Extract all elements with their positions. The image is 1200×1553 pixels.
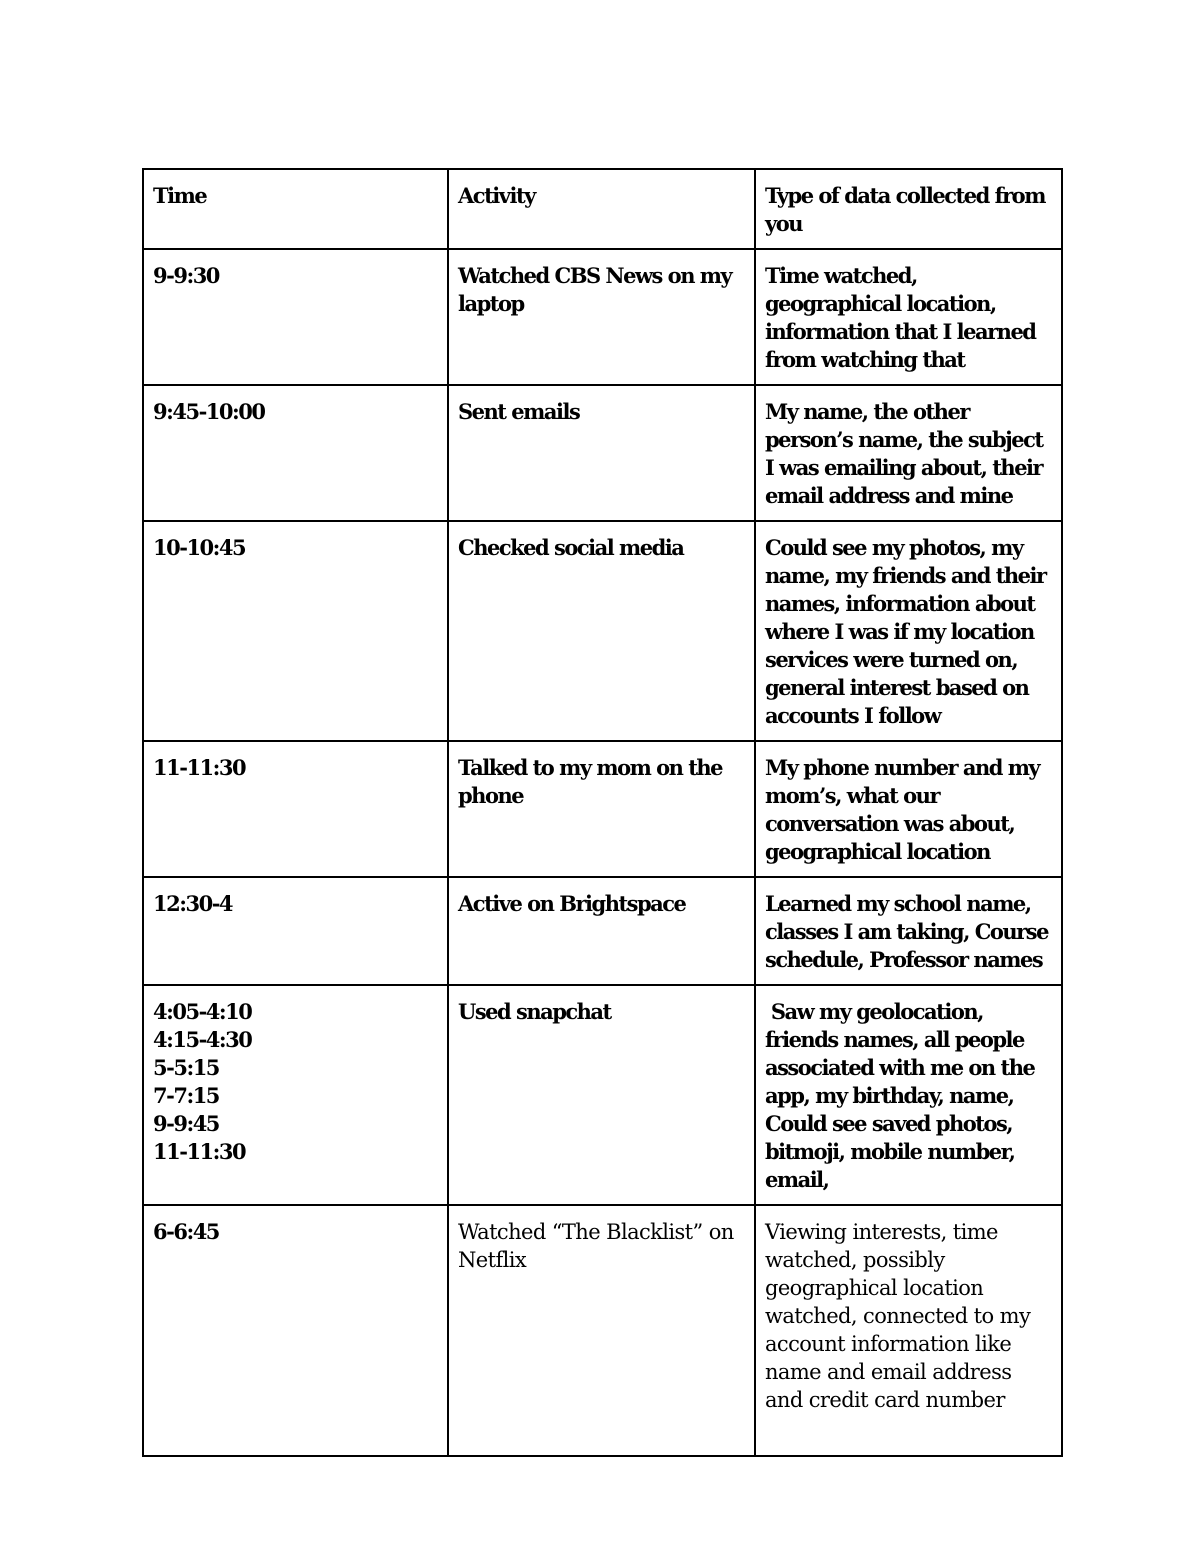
table-row bbox=[143, 741, 1062, 877]
time-line: 9-9:45 bbox=[153, 1111, 219, 1136]
time-cell: 9:45-10:00 bbox=[143, 385, 448, 521]
time-cell: 12:30-4 bbox=[143, 877, 448, 985]
table-row bbox=[143, 877, 1062, 985]
data-cell: Viewing interests, time watched, possibly geographical location watched, connected to my account information like name and email address and credit card number bbox=[755, 1205, 1062, 1456]
time-cell: 6-6:45 bbox=[143, 1205, 448, 1456]
table-row bbox=[143, 1205, 1062, 1456]
activity-cell: Watched “The Blacklist” on Netflix bbox=[448, 1205, 755, 1456]
header-data-type: Type of data collected from you bbox=[755, 169, 1062, 249]
time-cell: 10-10:45 bbox=[143, 521, 448, 741]
data-collection-table bbox=[142, 168, 1063, 1457]
table-row bbox=[143, 249, 1062, 385]
time-cell: 11-11:30 bbox=[143, 741, 448, 877]
time-line: 4:05-4:10 bbox=[153, 999, 252, 1024]
table-row bbox=[143, 521, 1062, 741]
time-cell-multiline bbox=[143, 985, 448, 1205]
data-cell: My name, the other person’s name, the subject I was emailing about, their email address and mine bbox=[755, 385, 1062, 521]
data-cell: Time watched, geographical location, information that I learned from watching that bbox=[755, 249, 1062, 385]
activity-cell: Sent emails bbox=[448, 385, 755, 521]
table-row bbox=[143, 385, 1062, 521]
activity-cell: Used snapchat bbox=[448, 985, 755, 1205]
data-cell: Learned my school name, classes I am taking, Course schedule, Professor names bbox=[755, 877, 1062, 985]
activity-cell: Talked to my mom on the phone bbox=[448, 741, 755, 877]
data-cell: Saw my geolocation, friends names, all people associated with me on the app, my birthday, name, Could see saved photos, bitmoji, mobile number, email, bbox=[755, 985, 1062, 1205]
time-line: 4:15-4:30 bbox=[153, 1027, 252, 1052]
time-cell: 9-9:30 bbox=[143, 249, 448, 385]
table-row bbox=[143, 985, 1062, 1205]
activity-cell: Watched CBS News on my laptop bbox=[448, 249, 755, 385]
data-cell: Could see my photos, my name, my friends and their names, information about where I was if my location services were turned on, general interest based on accounts I follow bbox=[755, 521, 1062, 741]
time-line: 11-11:30 bbox=[153, 1139, 246, 1164]
activity-cell: Active on Brightspace bbox=[448, 877, 755, 985]
time-line: 5-5:15 bbox=[153, 1055, 219, 1080]
data-cell: My phone number and my mom’s, what our conversation was about, geographical location bbox=[755, 741, 1062, 877]
table-header-row bbox=[143, 169, 1062, 249]
header-activity: Activity bbox=[448, 169, 755, 249]
time-line: 7-7:15 bbox=[153, 1083, 219, 1108]
activity-cell: Checked social media bbox=[448, 521, 755, 741]
header-time: Time bbox=[143, 169, 448, 249]
